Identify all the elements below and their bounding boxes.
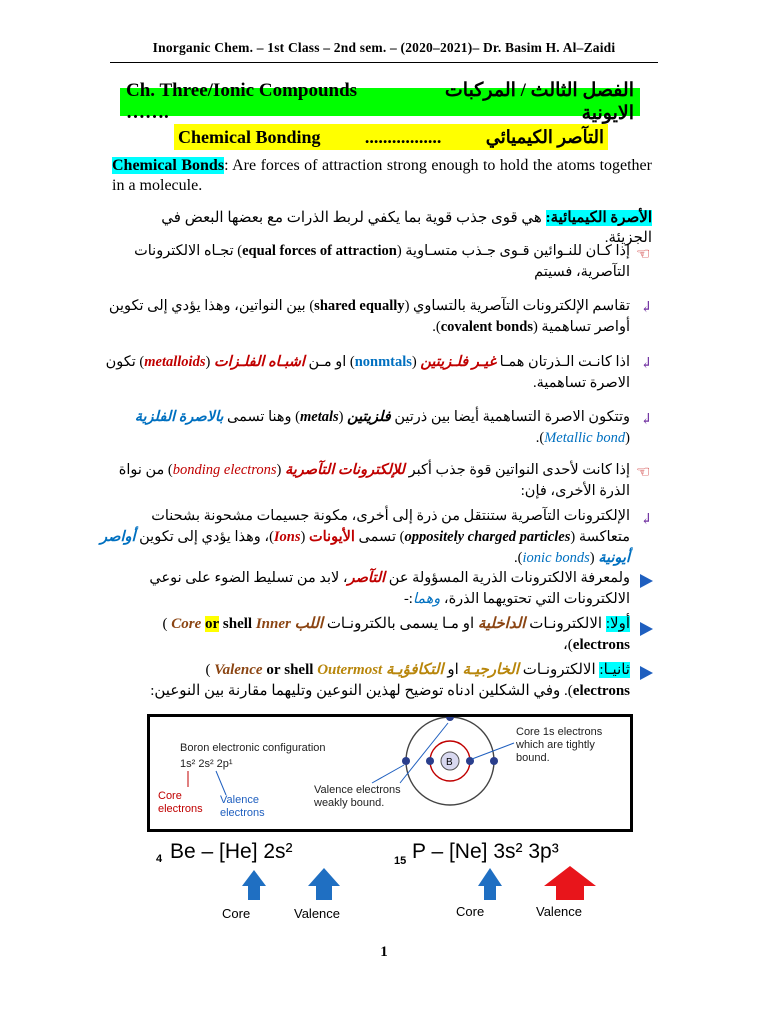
p-formula: P – [Ne] 3s² 3p³	[412, 840, 559, 863]
be-formula: Be – [He] 2s²	[170, 840, 293, 863]
nucleus-label: B	[446, 757, 453, 768]
point-shared-equally: تقاسم الإلكترونات التآصرية بالتساوي (shared equally) بين النواتين، وهذا يؤدي إلى تكوين أواصر تساهمية (covalent bonds).	[108, 298, 630, 335]
definition-text: : Are forces of attraction strong enough to hold the atoms together in a molecule.	[112, 157, 652, 194]
be-valence-label: Valence	[294, 906, 341, 921]
p-core-label: Core	[456, 904, 485, 919]
core-valence-figure	[150, 838, 630, 928]
point-metallic-bond: وتتكون الاصرة التساهمية أيضا بين ذرتين فلزيتين (metals) وهنا تسمى بالاصرة الفلزية (Metallic bond).	[134, 409, 630, 446]
core-tight-label-3: bound.	[516, 752, 550, 764]
section-title-ar: التآصر الكيميائي	[485, 126, 604, 147]
electron	[426, 757, 434, 765]
definition-term: Chemical Bonds	[112, 157, 225, 174]
page-number: 1	[380, 944, 388, 960]
be-core-label: Core	[222, 906, 251, 921]
return-arrow-icon: ↲	[640, 412, 653, 428]
section-title-en: Chemical Bonding	[178, 126, 321, 147]
point-bonding-electrons: إذا كانت لأحدى النواتين قوة جذب أكبر للإلكترونات التآصرية (bonding electrons) من نواة الذرة الأخرى، فإن:	[118, 462, 630, 499]
point-valence-electrons: ثانيـا: الالكترونـات الخارجيـة او التكافؤيـة ( Valence or shell Outermost electrons). وفي الشكلين ادناه توضيح لهذين النوعين وتليهما مقارنة بين النوعين:	[150, 662, 630, 699]
p-valence-label: Valence	[536, 904, 583, 919]
config-label: Boron electronic configuration	[180, 742, 326, 754]
boron-configuration-figure	[147, 714, 633, 832]
valence-up-arrow-red-icon	[544, 866, 596, 900]
tight-pointer	[472, 743, 514, 759]
p-atomic-number: 15	[394, 855, 407, 867]
chapter-title-en: Ch. Three/Ionic Compounds …….	[126, 80, 358, 123]
core-up-arrow-icon	[478, 868, 502, 900]
point-equal-forces: إذا كـان للنـوائين قـوى جـذب متسـاوية (equal forces of attraction) تجـاه الالكترونات التآصرية، فسيتم	[134, 243, 630, 280]
arrow-bullet-icon	[640, 666, 653, 680]
core-tight-label-1: Core 1s electrons	[516, 726, 603, 738]
boron-diagram	[150, 717, 630, 829]
core-up-arrow-icon	[242, 870, 266, 900]
config-text: 1s² 2s² 2p¹	[180, 758, 233, 770]
valence-pointer	[216, 771, 226, 795]
header-rule	[110, 62, 658, 63]
valence-weak-label-2: weakly bound.	[314, 797, 385, 809]
pointing-hand-icon: ☜	[636, 246, 651, 263]
section-title	[174, 124, 608, 150]
section-title-dots: .................	[364, 126, 442, 147]
be-atomic-number: 4	[156, 853, 163, 865]
definition-en	[112, 156, 652, 196]
valence-up-arrow-icon	[308, 868, 340, 900]
point-ionic-bonds: الإلكترونات التآصرية ستنتقل من ذرة إلى أخرى، مكونة جسيمات مشحونة بشحنات متعاكسة (oppositely charged particles) تسمى الأيونات (Ions)، وهذا يؤدي إلى تكوين أواصر أيونية (ionic bonds).	[100, 508, 630, 566]
core-electrons-label-2: electrons	[158, 803, 203, 815]
arrow-bullet-icon	[640, 574, 653, 588]
arrow-bullet-icon	[640, 622, 653, 636]
weak-pointer	[372, 765, 404, 783]
core-valence-diagram	[150, 838, 630, 928]
return-arrow-icon: ↲	[640, 300, 653, 316]
electron	[402, 757, 410, 765]
valence-electrons-label-1: Valence	[220, 794, 259, 806]
point-core-electrons: أولا: الالكترونـات الداخلية او مـا يسمى بالكترونـات اللب ( Core or shell Inner electrons)،	[162, 616, 630, 653]
core-tight-label-2: which are tightly	[516, 739, 595, 751]
electron	[490, 757, 498, 765]
return-arrow-icon: ↲	[640, 512, 653, 528]
valence-weak-label-1: Valence electrons	[314, 784, 401, 796]
definition-ar-term: الأصرة الكيميائية:	[545, 210, 652, 226]
chapter-title	[120, 80, 640, 124]
valence-electrons-label-2: electrons	[220, 807, 265, 819]
chapter-title-ar: الفصل الثالث / المركبات الايونية	[444, 80, 634, 124]
electron	[446, 717, 454, 721]
core-electrons-label-1: Core	[158, 790, 182, 802]
pointing-hand-icon: ☜	[636, 464, 651, 481]
point-nonmetals: اذا كانـت الـذرتان همـا غيـر فلـزيتين (nonmtals) او مـن اشبـاه الفلـزات (metalloids) تكون الاصرة تساهمية.	[105, 354, 630, 391]
return-arrow-icon: ↲	[640, 356, 653, 372]
definition-ar-text: هي قوى جذب قوية بما يكفي لربط الذرات مع بعضها البعض في الجزيئة.	[161, 210, 652, 246]
page-header: Inorganic Chem. – 1st Class – 2nd sem. – (2020–2021)– Dr. Basim H. Al–Zaidi	[152, 40, 616, 55]
point-atomic-electrons: ولمعرفة الالكترونات الذرية المسؤولة عن التآصر، لابد من تسليط الضوء على نوعي الالكترونات التي تحتويهما الذرة، وهما:-	[149, 570, 630, 607]
